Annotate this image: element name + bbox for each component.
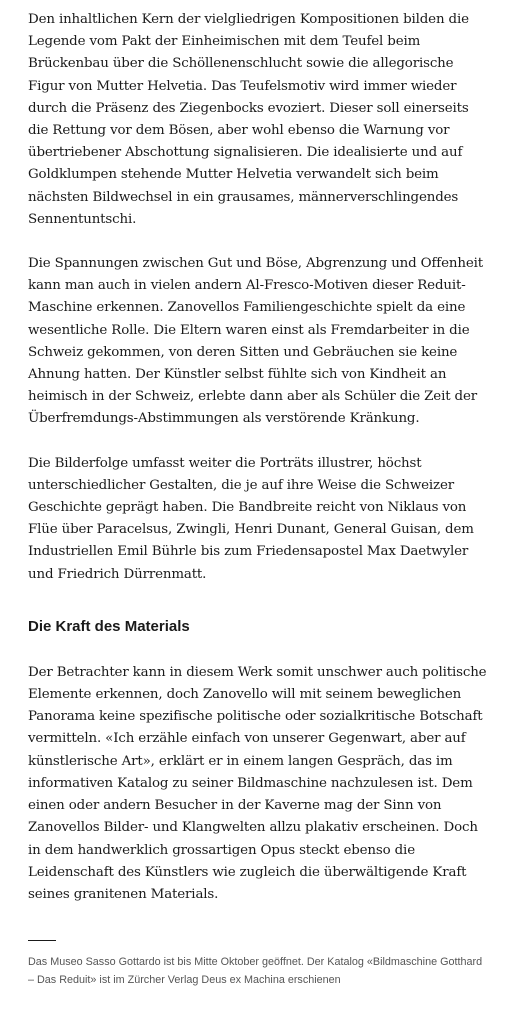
footnote-text: Das Museo Sasso Gottardo ist bis Mitte Oktober geöffnet. Der Katalog «Bildmaschine Gotthard – Das Reduit» ist im Zürcher Verlag Deus ex Machina erschienen <box>28 956 483 987</box>
article-paragraph-portraits: Die Bilderfolge umfasst weiter die Porträts illustrer, höchst unterschiedlicher Gestalten, die je auf ihre Weise die Schweizer Geschichte geprägt haben. Die Bandbreite reicht von Niklaus von Flüe über Paracelsus, Zwingli, Henri Dunant, General Guisan, dem Industriellen Emil Bührle bis zum Friedensapostel Max Daetwyler und Friedrich Dürrenmatt. <box>28 455 474 582</box>
article-paragraph-legend: Den inhaltlichen Kern der vielgliedrigen Kompositionen bilden die Legende vom Pakt der Einheimischen mit dem Teufel beim Brückenbau über die Schöllenenschlucht sowie die allegorische Figur von Mutter Helvetia. Das Teufelsmotiv wird immer wieder durch die Präsenz des Ziegenbocks evoziert. Dieser soll einerseits die Rettung vor dem Bösen, aber wohl ebenso die Warnung vor übertriebener Abschottung signalisieren. Die idealisierte und auf Goldklumpen stehende Mutter Helvetia verwandelt sich beim nächsten Bildwechsel in ein grausames, männerverschlingendes Sennentuntschi. <box>28 12 469 227</box>
section-heading: Die Kraft des Materials <box>28 617 190 635</box>
footnote-divider <box>28 940 56 941</box>
article-body <box>28 9 490 989</box>
article-paragraph-material: Der Betrachter kann in diesem Werk somit unschwer auch politische Elemente erkennen, doch Zanovello will mit seinem beweglichen Panorama keine spezifische politische oder sozialkritische Botschaft vermitteln. «Ich erzähle einfach von unserer Gegenwart, aber auf künstlerische Art», erklärt er in einem langen Gespräch, das im informativen Katalog zu seiner Bildmaschine nachzulesen ist. Dem einen oder andern Besucher in der Kaverne mag der Sinn von Zanovellos Bilder- und Klangwelten allzu plakativ erscheinen. Doch in dem handwerklich grossartigen Opus steckt ebenso die Leidenschaft des Künstlers wie zugleich die überwältigende Kraft seines granitenen Materials. <box>28 664 487 902</box>
article-paragraph-tensions: Die Spannungen zwischen Gut und Böse, Abgrenzung und Offenheit kann man auch in vielen andern Al-Fresco-Motiven dieser Reduit-Maschine erkennen. Zanovellos Familiengeschichte spielt da eine wesentliche Rolle. Die Eltern waren einst als Fremdarbeiter in die Schweiz gekommen, von deren Sitten und Gebräuchen sie keine Ahnung hatten. Der Künstler selbst fühlte sich von Kindheit an heimisch in der Schweiz, erlebte dann aber als Schüler die Zeit der Überfremdungs-Abstimmungen als verstörende Kränkung. <box>28 256 483 427</box>
